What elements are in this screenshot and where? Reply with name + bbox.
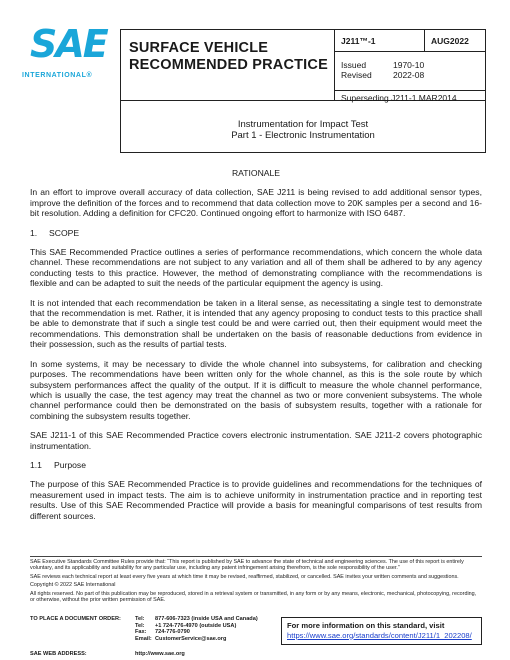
more-info-title: For more information on this standard, visit (287, 621, 445, 630)
logo-mark: SAE (30, 22, 107, 66)
rationale-heading: RATIONALE (231, 168, 281, 178)
revised-label: Revised (341, 70, 372, 80)
email-label: Email: (135, 635, 152, 642)
rationale-paragraph: In an effort to improve overall accuracy of data collection, SAE J211 is being revised to add additional sensor types, improve the definition of the forces and to recommend that data collection move to 20K samples per a second and 16-bit resolution. Adding a definition for CFC20. Continued ongoing effort to harmonize with ISO 6487. (30, 187, 482, 219)
purpose-number: 1.1 (30, 459, 42, 470)
policy-notice: SAE Executive Standards Committee Rules provide that: “This report is published by SAE to advance the state of technical and engineering sciences. The use of this report is entirely voluntary, and its applicability and suitability for any particular use, including any patent infringement arising therefrom, is the sole responsibility of the user.” (30, 559, 464, 572)
document-number: J211™-1 (335, 30, 425, 52)
tel-label: Tel: (135, 616, 145, 622)
web-link[interactable]: http://www.sae.org (135, 651, 185, 657)
scope-paragraph-4: SAE J211-1 of this SAE Recommended Practice covers electronic instrumentation. SAE J211-2 covers photographic instrumentation. (30, 430, 482, 451)
document-subject (120, 101, 486, 153)
fax-number: 724-776-0790 (155, 629, 190, 636)
scope-number: 1. (30, 227, 38, 238)
review-notice: SAE reviews each technical report at least every five years at which time it may be revised, reaffirmed, stabilized, or cancelled. SAE invites your written comments and suggestions. (30, 573, 459, 580)
purpose-heading (30, 460, 482, 470)
footer-divider (30, 556, 482, 557)
copyright-notice: Copyright © 2022 SAE International (30, 582, 116, 589)
issued-value: 1970-10 (393, 60, 425, 70)
document-info-box (334, 29, 486, 101)
web-label: SAE WEB ADDRESS: (30, 651, 87, 657)
scope-paragraph-1: This SAE Recommended Practice outlines a series of performance recommendations, which concern the whole data channel. These recommendations are not subject to any variation and all of them shall be adhered to by any agency conducting tests to this practice. However, the method of demonstrating compliance with the recommendations is flexible and can be adapted to suit the needs of the particular equipment the agency is using. (30, 247, 482, 289)
scope-title: SCOPE (49, 227, 80, 238)
revised-value: 2022-08 (393, 70, 425, 80)
issued-label: Issued (341, 60, 367, 70)
document-type-box (120, 29, 334, 101)
scope-paragraph-3: In some systems, it may be necessary to divide the whole channel into subsystems, for calibration and checking purposes. The recommendations have been written only for the whole channel, as this is the sole route by which subsystem performances affect the quality of the output. If it is difficult to measure the whole channel performance, which is usually the case, the test agency may treat the channel as two or more convenient subsystems. The whole channel performance could then be demonstrated on the basis of subsystem results, together with a rationale for combining the subsystem results together. (30, 358, 482, 421)
email-address[interactable]: CustomerService@sae.org (155, 635, 227, 642)
document-type-line2: RECOMMENDED PRACTICE (129, 57, 328, 73)
rights-notice: All rights reserved. No part of this publication may be reproduced, stored in a retrieval system or transmitted, in any form or by any means, electronic, mechanical, photocopying, recording, or otherwise, without the prior written permission of SAE. (30, 590, 477, 604)
order-label: TO PLACE A DOCUMENT ORDER: (30, 616, 121, 622)
superseding-text: Superseding J211-1 MAR2014 (341, 93, 457, 103)
document-date: AUG2022 (425, 30, 486, 52)
scope-heading (30, 228, 482, 238)
fax-label: Fax: (135, 629, 147, 636)
sae-logo (20, 22, 108, 86)
tel-label-intl: Tel: (135, 622, 145, 629)
document-type-line1: SURFACE VEHICLE (129, 40, 269, 56)
document-body (30, 168, 482, 530)
scope-paragraph-2: It is not intended that each recommendation be taken in a literal sense, as necessitating a single test to demonstrate that the recommendation is met. Rather, it is intended that any agency proposing to conduct tests to this practice shall be able to demonstrate that if such a single test could be and were carried out, then their equipment would meet the recommendations. This demonstration shall be undertaken on the basis of reasonable deductions from evidence in their possession, such as the results of partial tests. (30, 297, 482, 350)
tel-number-international[interactable]: +1 724-776-4970 (outside USA) (155, 622, 237, 629)
web-address-row (30, 651, 185, 657)
subject-line1: Instrumentation for Impact Test (237, 119, 369, 130)
tel-number-domestic[interactable]: 877-606-7323 (inside USA and Canada) (155, 616, 258, 622)
superseding-divider (335, 90, 486, 91)
standard-url-link[interactable]: https://www.sae.org/standards/content/J211/1_202208/ (287, 630, 472, 640)
purpose-title: Purpose (54, 459, 87, 470)
issue-dates (341, 60, 424, 80)
more-info-box (281, 617, 482, 645)
logo-subtext: INTERNATIONAL® (22, 72, 93, 79)
purpose-paragraph: The purpose of this SAE Recommended Practice is to provide guidelines and recommendations for the techniques of measurement used in impact tests. The aim is to achieve uniformity in instrumentation practice and in reporting test results. Use of this SAE Recommended Practice will provide a basis for meaningful comparisons of test results from different sources. (30, 479, 482, 521)
footer-notices (30, 559, 482, 605)
subject-line2: Part 1 - Electronic Instrumentation (231, 130, 375, 141)
order-contact-rows (135, 616, 258, 642)
